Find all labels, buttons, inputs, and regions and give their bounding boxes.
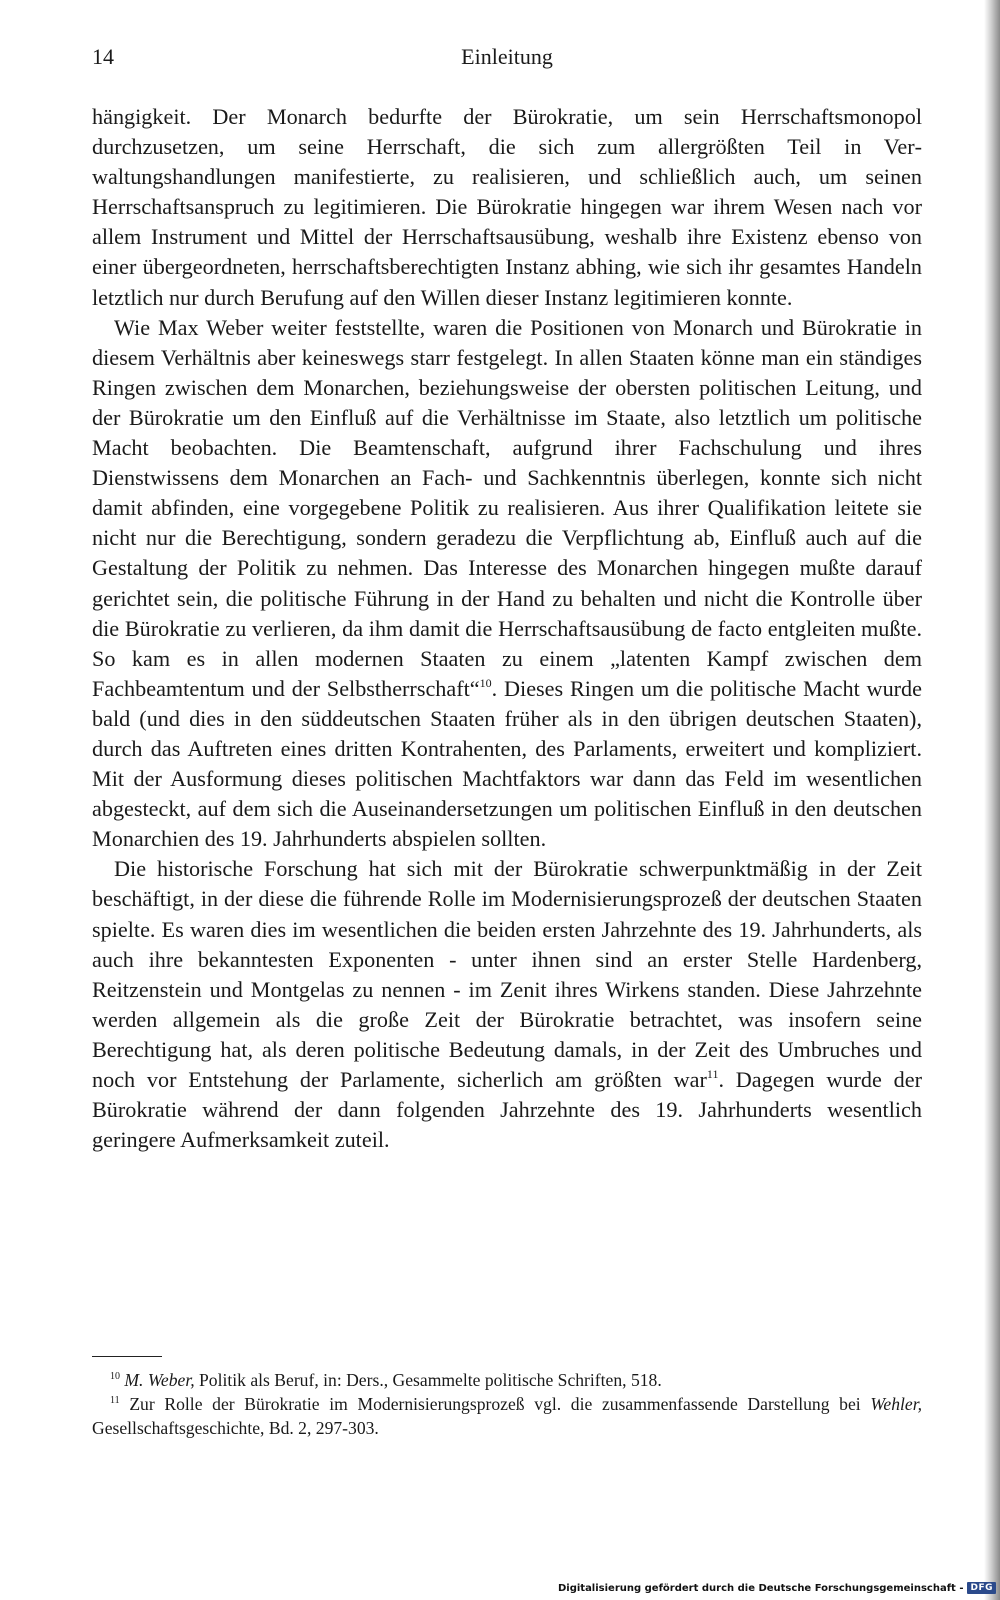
attribution-text: Digitalisierung gefördert durch die Deutsche Forschungsgemeinschaft - xyxy=(557,1582,964,1594)
footnote xyxy=(92,1368,922,1392)
footnote-reference: 11 xyxy=(706,1067,719,1081)
footnote-separator xyxy=(92,1356,162,1357)
footnote xyxy=(92,1392,922,1440)
text-run: . Dieses Ringen um die politische Macht wurde bald (und dies in den süddeutschen Staaten früher als in den übrigen deutschen Staaten), durch das Auftreten eines dritten Kontrahenten, des Parlaments, erweitert und kompliziert. Mit der Ausformung dieses politischen Machtfaktors war dann das Feld im wesentlichen abgesteckt, auf dem sich die Auseinandersetzungen um politischen Einfluß in den deutschen Monarchien des 19. Jahrhunderts abspielen sollten. xyxy=(92,675,923,852)
text-run: Die historische Forschung hat sich mit der Bürokratie schwerpunktmäßig in der Zeit beschäftigt, in der diese die führende Rolle im Modernisierungsprozeß der deutschen Staaten spielte. Es waren dies im wesentlichen die beiden ersten Jahrzehnte des 19. Jahrhunderts, als auch ihre bekanntesten Exponenten - unter ihnen sind an erster Stelle Hardenberg, Reitzenstein und Montgelas zu nennen - im Zenit ihres Wirkens standen. Diese Jahrzehnte werden allgemein als die große Zeit der Bürokratie betrachtet, was insofern seine Berechtigung hat, als deren politische Bedeutung damals, in der Zeit des Umbruches und noch vor Entstehung der Parlamente, sicherlich am größten war xyxy=(92,856,922,1092)
page-edge-shadow xyxy=(984,0,1000,1600)
footnote-marker: 10 xyxy=(110,1371,120,1382)
paragraph xyxy=(92,102,922,313)
footnotes xyxy=(92,1368,922,1440)
text-run: Zur Rolle der Bürokratie im Modernisierungsprozeß vgl. die zusammenfassende Darstellung bei xyxy=(129,1394,871,1414)
author-name: Wehler, xyxy=(870,1394,922,1414)
paragraph xyxy=(92,313,922,855)
text-run: Politik als Beruf, in: Ders., Gesammelte politische Schriften, 518. xyxy=(194,1370,662,1390)
author-name: M. Weber, xyxy=(124,1370,195,1390)
dfg-logo: DFG xyxy=(967,1582,996,1594)
running-head: Einleitung xyxy=(461,44,553,69)
footnote-marker: 11 xyxy=(110,1395,120,1406)
text-run: Wie Max Weber weiter feststellte, waren die Positionen von Monarch und Bürokratie in diesem Verhältnis aber keineswegs starr festgelegt. In allen Staaten könne man ein ständiges Ringen zwischen dem Monarchen, beziehungsweise der obersten politischen Leitung, und der Bürokratie um den Einfluß auf die Verhältnisse im Staate, also letztlich um politische Macht beobachten. Die Beamtenschaft, aufgrund ihrer Fachschulung und ihres Dienstwissens dem Monarchen an Fach- und Sachkenntnis überlegen, konnte sich nicht damit abfinden, eine vorgegebene Politik zu realisieren. Aus ihrer Qualifikation leitete sie nicht nur die Berechtigung, sondern geradezu die Verpflichtung ab, Einfluß auch auf die Gestaltung der Politik zu nehmen. Das Interesse des Monarchen hingegen mußte darauf gerichtet sein, die politische Führung in der Hand zu behalten und nicht die Kontrolle über die Bürokratie zu verlieren, da ihm damit die Herrschaftsausübung de facto entgleiten mußte. So kam es in allen modernen Staaten zu einem „latenten Kampf zwischen dem Fachbeamtentum und der Selbstherrschaft“ xyxy=(92,314,922,701)
text-run: . Dagegen wurde der Bürokratie während der dann folgenden Jahrzehnte des 19. Jahrhunderts wesentlich geringere Aufmerksamkeit zuteil. xyxy=(92,1067,922,1153)
paragraph xyxy=(92,854,922,1155)
text-run: Gesellschaftsgeschichte, Bd. 2, 297-303. xyxy=(92,1418,379,1438)
text-run: hängigkeit. Der Monarch bedurfte der Bürokratie, um sein Herrschaftsmonopol durchzusetzen, um seine Herrschaft, die sich zum allergrößten Teil in Verwaltungshandlungen manifestierte, zu realisieren, und schließlich auch, um seinen Herrschaftsanspruch zu legitimieren. Die Bürokratie hingegen war ihrem Wesen nach vor allem Instrument und Mittel der Herrschaftsausübung, weshalb ihre Existenz ebenso von einer übergeordneten, herrschaftsberechtigten Instanz abhing, wie sich ihr gesamtes Handeln letztlich nur durch Berufung auf den Willen dieser Instanz legitimieren konnte. xyxy=(92,104,922,310)
page-number: 14 xyxy=(92,44,114,69)
page-header xyxy=(92,44,922,78)
footnote-reference: 10 xyxy=(479,675,492,690)
body-text xyxy=(92,102,922,1155)
attribution-bar xyxy=(558,1580,996,1596)
